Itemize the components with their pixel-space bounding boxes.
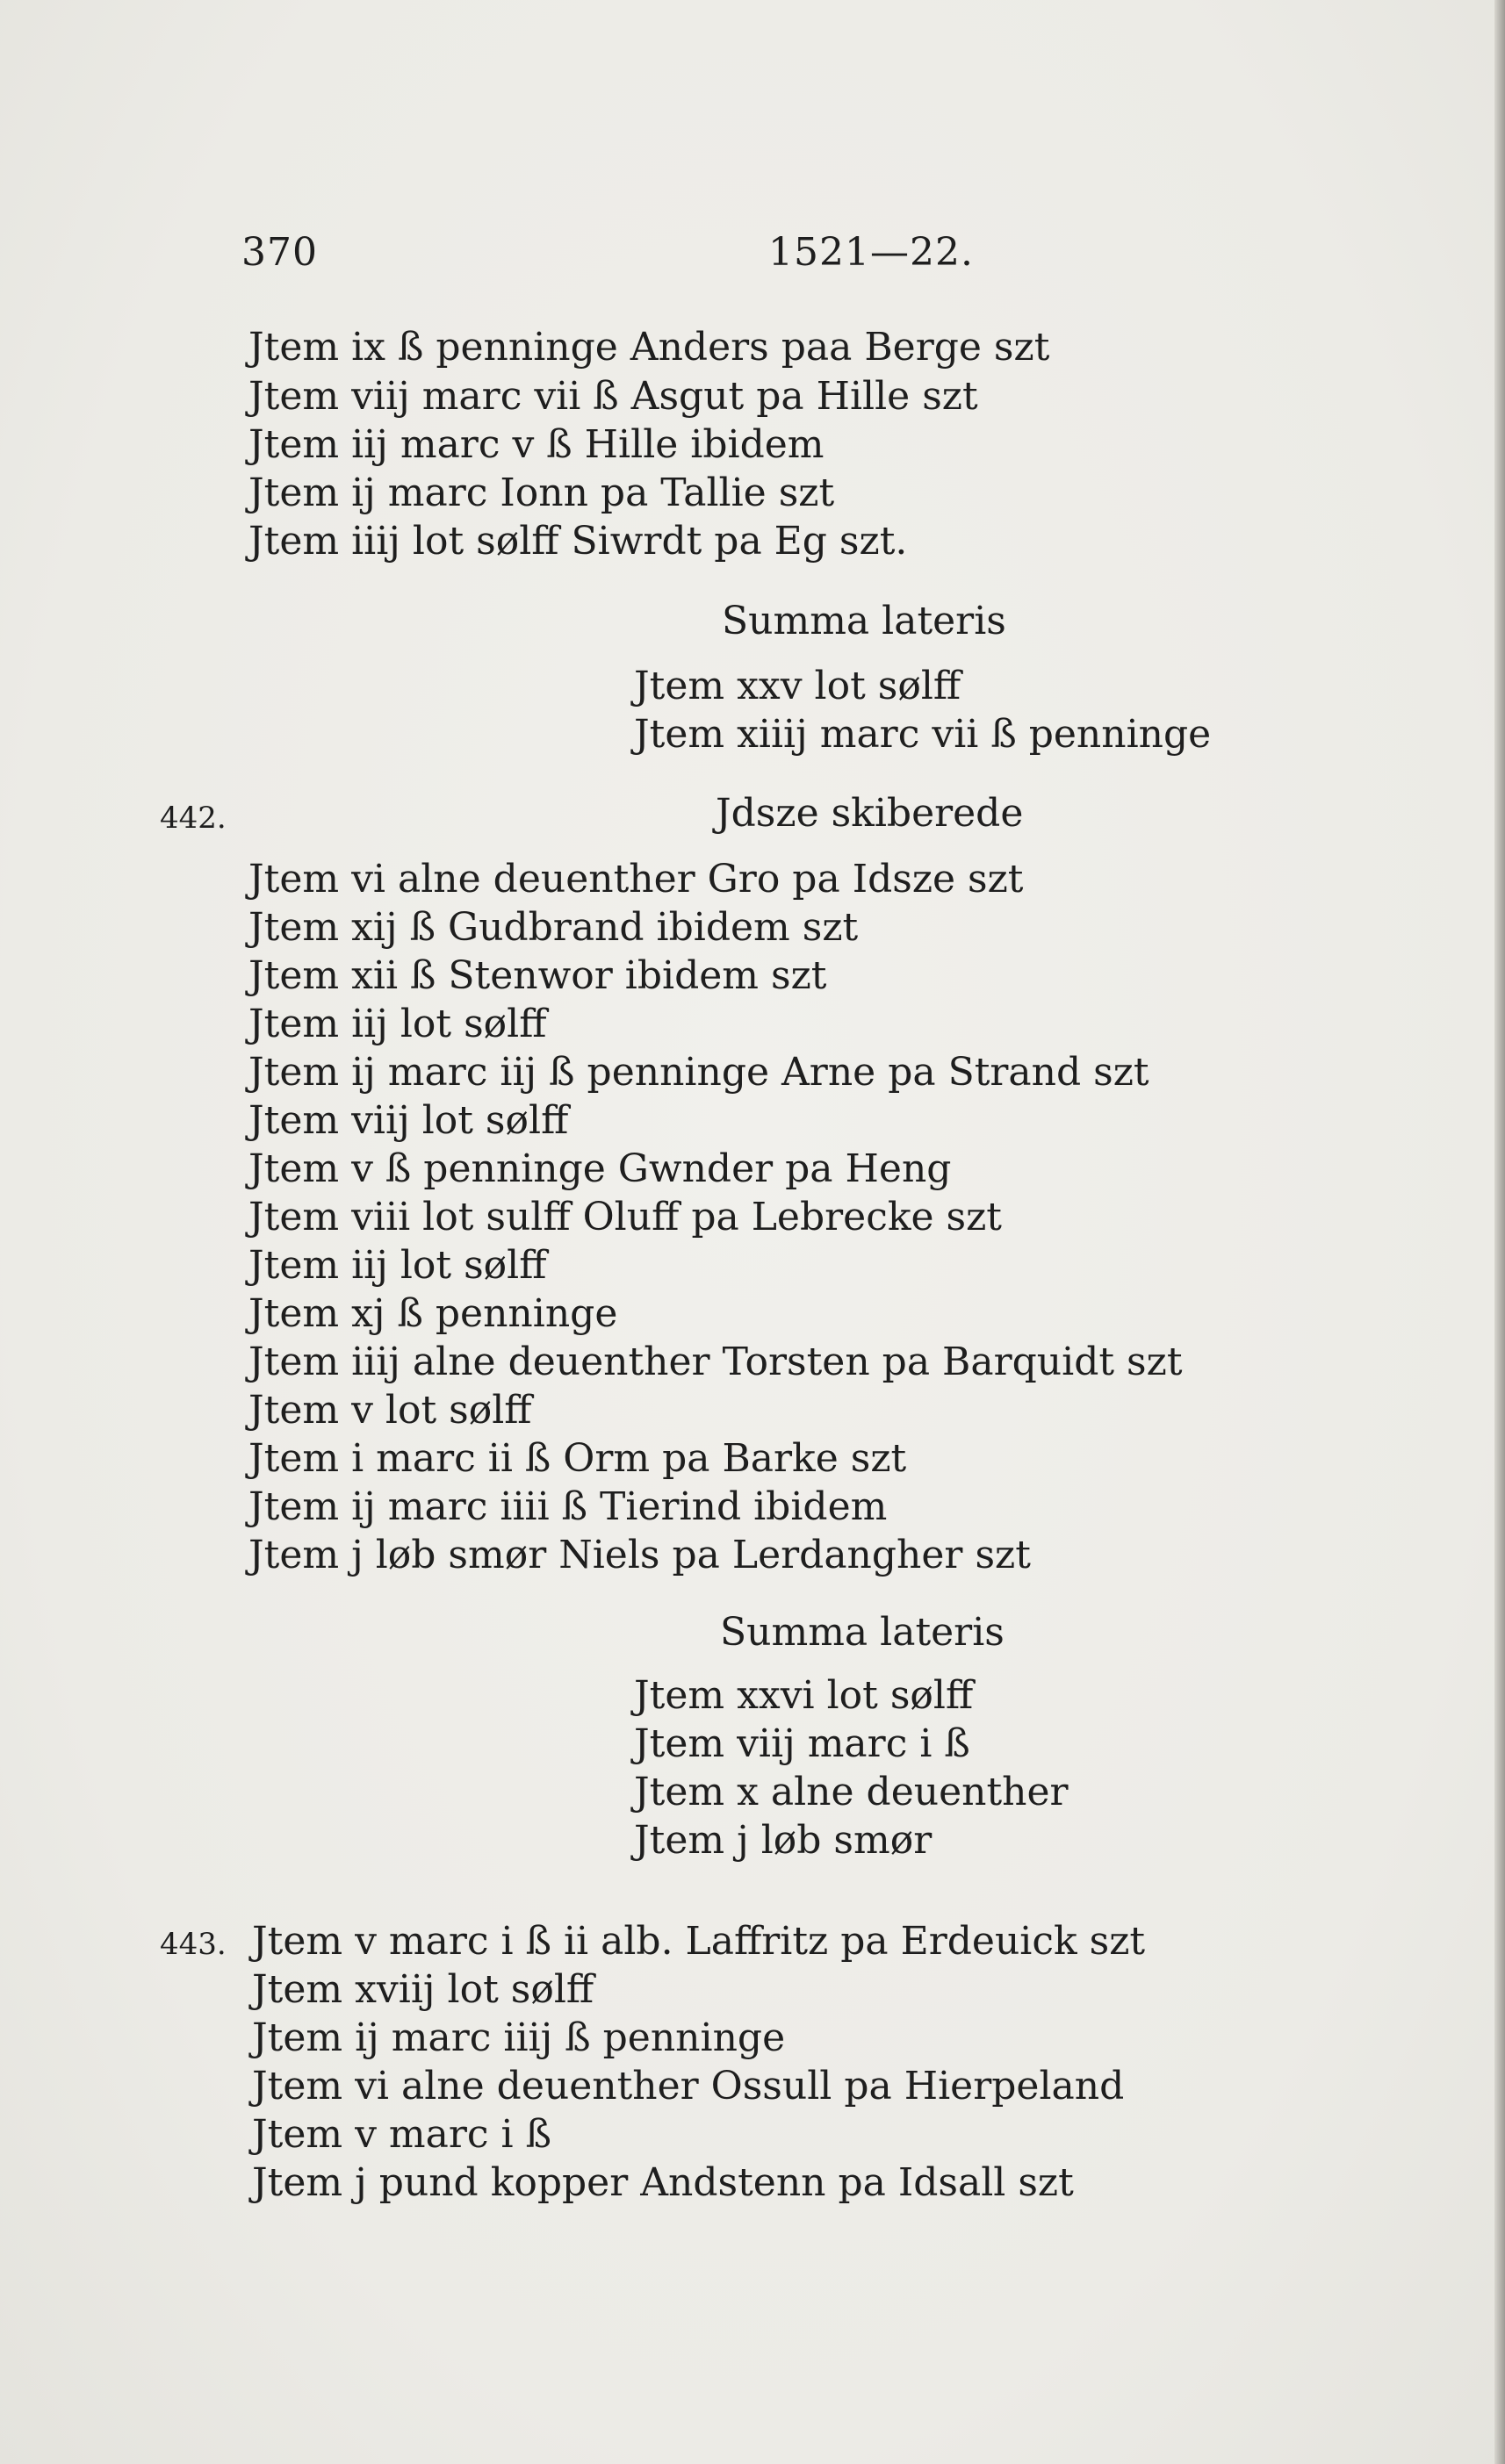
entry-line: Jtem j pund kopper Andstenn pa Idsall szt — [252, 2160, 1074, 2205]
entry-line: Jtem v lot sølff — [248, 1388, 532, 1433]
entry-line: Jtem v marc i ß — [252, 2112, 551, 2157]
entry-line: Jtem viij lot sølff — [248, 1098, 569, 1143]
entry-line: Jtem ix ß penninge Anders paa Berge szt — [248, 325, 1050, 370]
entry-line: Jtem xj ß penninge — [248, 1291, 618, 1336]
summa-line: Jtem x alne deuenther — [634, 1770, 1069, 1814]
entry-line: Jtem xij ß Gudbrand ibidem szt — [248, 905, 859, 950]
summa-title: Summa lateris — [720, 1610, 1005, 1655]
section-heading: Jdsze skiberede — [716, 791, 1024, 836]
entry-line: Jtem viij marc vii ß Asgut pa Hille szt — [248, 374, 978, 419]
entry-line: Jtem ij marc iij ß penninge Arne pa Strand szt — [248, 1050, 1149, 1095]
entry-line: Jtem ij marc iiij ß penninge — [252, 2015, 786, 2060]
entry-line: Jtem iij lot sølff — [248, 1243, 547, 1288]
entry-line: Jtem iij lot sølff — [248, 1002, 547, 1046]
entry-line: Jtem xii ß Stenwor ibidem szt — [248, 953, 827, 998]
summa-line: Jtem xiiij marc vii ß penninge — [634, 712, 1212, 757]
entry-line: Jtem ij marc Ionn pa Tallie szt — [248, 471, 835, 515]
summa-line: Jtem j løb smør — [634, 1818, 933, 1863]
summa-line: Jtem xxvi lot sølff — [634, 1673, 974, 1718]
entry-line: Jtem v ß penninge Gwnder pa Heng — [248, 1146, 952, 1191]
entry-number: 442. — [160, 801, 227, 836]
entry-line: Jtem ij marc iiii ß Tierind ibidem — [248, 1484, 888, 1529]
entry-line: Jtem xviij lot sølff — [252, 1967, 594, 2012]
summa-title: Summa lateris — [722, 599, 1006, 643]
entry-line: Jtem iiij alne deuenther Torsten pa Barquidt szt — [248, 1340, 1183, 1384]
entry-line: Jtem vi alne deuenther Ossull pa Hierpeland — [252, 2064, 1125, 2108]
entry-line: Jtem i marc ii ß Orm pa Barke szt — [248, 1436, 907, 1481]
page-edge — [1494, 0, 1505, 2464]
entry-line: Jtem viii lot sulff Oluff pa Lebrecke szt — [248, 1195, 1002, 1239]
page-number: 370 — [241, 230, 318, 275]
entry-line: Jtem iiij lot sølff Siwrdt pa Eg szt. — [248, 519, 908, 564]
entry-line: Jtem vi alne deuenther Gro pa Idsze szt — [248, 857, 1024, 902]
summa-line: Jtem viij marc i ß — [634, 1721, 970, 1766]
entry-line: Jtem iij marc v ß Hille ibidem — [248, 422, 825, 467]
entry-number: 443. — [160, 1927, 227, 1962]
summa-line: Jtem xxv lot sølff — [634, 664, 961, 708]
entry-line: Jtem j løb smør Niels pa Lerdangher szt — [248, 1533, 1031, 1577]
entry-line: Jtem v marc i ß ii alb. Laffritz pa Erdeuick szt — [252, 1919, 1146, 1964]
year-range: 1521—22. — [768, 230, 974, 275]
